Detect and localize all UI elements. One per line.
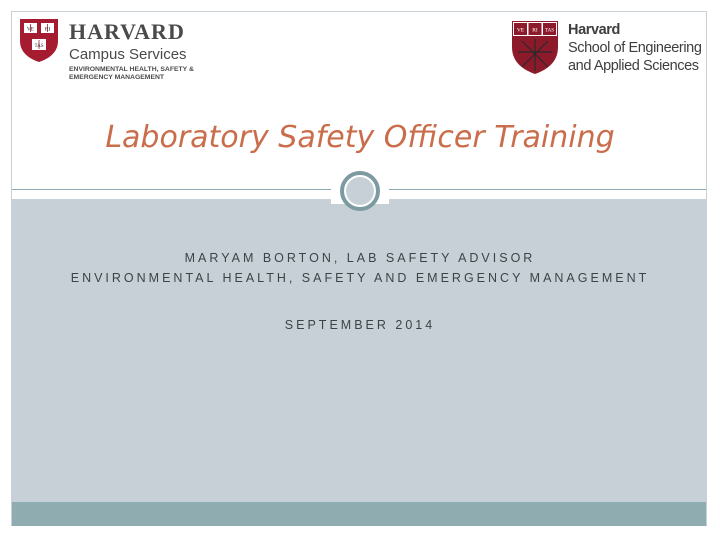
seas-line-2: School of Engineering xyxy=(568,40,702,56)
ehs-label-line-1: ENVIRONMENTAL HEALTH, SAFETY & xyxy=(69,66,194,73)
seas-line-3: and Applied Sciences xyxy=(568,58,699,74)
shield-word-ve: VE xyxy=(26,26,35,33)
seas-shield-word-tas: TAS xyxy=(544,28,555,34)
campus-services-label: Campus Services xyxy=(69,46,187,63)
presenter-line: MARYAM BORTON, LAB SAFETY ADVISOR xyxy=(184,251,536,265)
harvard-shield-icon xyxy=(18,17,60,63)
shield-word-tas: TAS xyxy=(34,44,44,49)
harvard-campus-services-logo xyxy=(18,17,228,79)
slide-title: Laboratory Safety Officer Training xyxy=(105,120,615,155)
ehs-label-line-2: EMERGENCY MANAGEMENT xyxy=(69,74,165,81)
seas-line-1: Harvard xyxy=(568,22,621,38)
seas-wordmark xyxy=(568,21,701,75)
harvard-wordmark: HARVARD xyxy=(69,19,185,44)
seas-shield-word-ri: RI xyxy=(532,27,538,34)
shield-word-ri: RI xyxy=(44,26,51,33)
divider-ring-center xyxy=(346,177,374,205)
date-line: SEPTEMBER 2014 xyxy=(284,318,436,332)
content-band xyxy=(12,199,706,502)
seas-shield-icon xyxy=(510,19,560,75)
harvard-seas-logo xyxy=(510,19,705,81)
department-line: ENVIRONMENTAL HEALTH, SAFETY AND EMERGENCY MANAGEMENT xyxy=(70,271,650,285)
footer-band xyxy=(12,502,706,526)
seas-shield-word-ve: VE xyxy=(516,27,525,34)
ehs-department-label xyxy=(69,66,239,82)
